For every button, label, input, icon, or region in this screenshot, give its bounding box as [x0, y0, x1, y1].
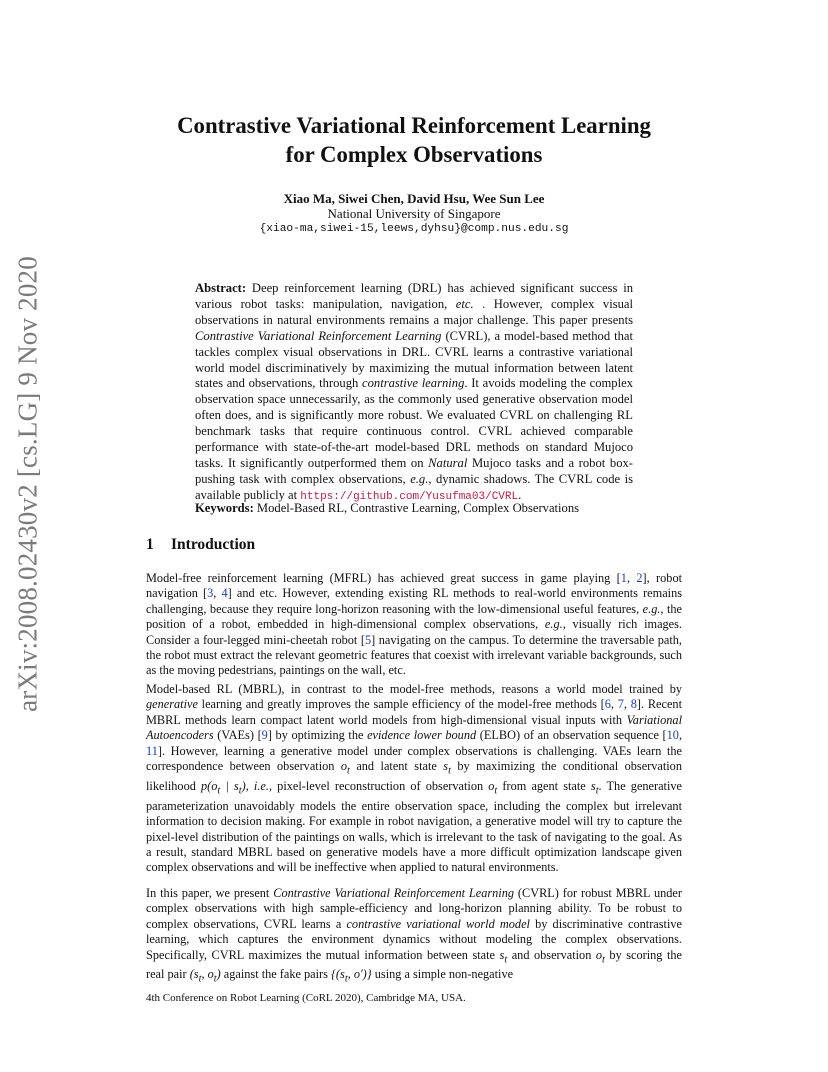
- abstract-label: Abstract:: [195, 281, 247, 295]
- arxiv-identifier: [8, 256, 48, 712]
- text: Model-free reinforcement learning (MFRL) has achieved great success in game playing [: [146, 571, 621, 585]
- keywords-text: Model-Based RL, Contrastive Learning, Complex Observations: [253, 501, 580, 515]
- text: , pixel-level reconstruction of observation: [268, 778, 489, 793]
- text: using a simple non-negative: [371, 967, 514, 982]
- text: by maximizing the conditional observation likelihood: [146, 759, 682, 793]
- text: ] by optimizing the: [267, 728, 368, 743]
- abstract-text: (CVRL), a model-based method that tackles complex visual observations in DRL. CVRL learns a contrastive variational world model discriminatively by maximizing the mutual information between latent states and observations, through: [195, 328, 633, 391]
- abstract-contrastive: contrastive learning: [362, 376, 465, 391]
- citation-link[interactable]: 5: [364, 632, 372, 647]
- text: Model-based RL (MBRL), in contrast to the model-free methods, reasons a world model trained by: [146, 682, 682, 696]
- citation-link[interactable]: 8: [630, 697, 637, 712]
- text: and observation: [507, 947, 596, 962]
- math-var: $s_t$: [499, 947, 508, 966]
- section-number: 1: [146, 536, 154, 553]
- arxiv-id-text: arXiv:2008.02430v2 [cs.LG] 9 Nov 2020: [12, 256, 43, 712]
- abstract-text: .: [518, 487, 522, 502]
- text: ] and etc. However, extending existing RL methods to real-world environments remains challenging, because they require long-horizon reasoning with the low-dimensional useful features,: [146, 586, 683, 616]
- text: (ELBO) of an observation sequence [: [476, 728, 667, 743]
- paragraph-1: [146, 571, 682, 679]
- citation-link[interactable]: 10: [666, 728, 679, 743]
- abstract-text: . It avoids modeling the complex observation space unnecessarily, as the commonly used generative observation model often does, and is significantly more robust. We evaluated CVRL on challenging RL benchmark tasks that require continuous control. CVRL achieved comparable performance with state-of-the-art model-based DRL methods on standard Mujoco tasks. It significantly outperformed them on: [195, 376, 633, 470]
- text: from agent state: [497, 778, 591, 793]
- abstract: [195, 281, 633, 506]
- text-italic: Variational Autoencoders: [146, 712, 682, 743]
- math-fake-pairs: {($s_t$, o′)}: [331, 967, 372, 985]
- math-pair: ($s_t$, $o_t$): [189, 967, 221, 985]
- abstract-natural: Natural: [428, 455, 468, 470]
- text: ], robot navigation [: [146, 571, 683, 601]
- math-likelihood: $p(o_t$ | $s_t$): [201, 778, 246, 797]
- text: ]. However, learning a generative model under complex observations is challenging. VAEs learn the correspondence between observation: [146, 743, 682, 774]
- authors: Xiao Ma, Siwei Chen, David Hsu, Wee Sun Lee: [283, 191, 545, 206]
- citation-link[interactable]: 6: [604, 697, 611, 712]
- citation-link[interactable]: 11: [146, 743, 158, 758]
- text: ,: [610, 697, 618, 712]
- abstract-method-name: Contrastive Variational Reinforcement Learning: [195, 328, 442, 343]
- abstract-text: Mujoco tasks and a robot box-pushing task with complex observations,: [195, 455, 633, 486]
- text: ,: [245, 778, 254, 793]
- text: ] navigating on the campus. To determine the traversable path, the robot must extract the relevant geometric features that coexist with irrelevant variable backgrounds, such as the moving pedestrians, paintings on the wall, etc.: [146, 632, 682, 678]
- paragraph-2: [146, 682, 682, 876]
- abstract-text: . However, complex visual observations in natural environments remains a major challenge. This paper presents: [195, 296, 633, 327]
- text-italic: Contrastive Variational Reinforcement Learning: [273, 886, 515, 900]
- text: ,: [678, 728, 683, 743]
- citation-link[interactable]: 7: [617, 697, 624, 712]
- text: and latent state: [349, 759, 444, 774]
- math-var: $s_t$: [590, 778, 599, 797]
- math-var: $o_t$: [595, 947, 605, 966]
- abstract-eg: e.g.: [410, 471, 429, 486]
- text: ]. Recent MBRL methods learn compact latent world models from high-dimensional visual inputs with: [146, 697, 682, 727]
- section-title: Introduction: [171, 536, 256, 553]
- text: by scoring the real pair: [146, 947, 682, 982]
- citation-link[interactable]: 1: [620, 571, 627, 585]
- text-italic: e.g.: [544, 617, 563, 632]
- paper-title: [120, 111, 708, 169]
- paragraph-3: [146, 886, 682, 987]
- math-var: $o_t$: [488, 778, 498, 797]
- abstract-etc: etc.: [455, 296, 474, 311]
- text-italic: contrastive variational world model: [346, 916, 530, 931]
- title-line-2: for Complex Observations: [285, 142, 543, 167]
- text: ,: [626, 571, 637, 585]
- citation-link[interactable]: 9: [261, 728, 268, 743]
- text: against the fake pairs: [220, 967, 332, 982]
- text: ,: [213, 586, 222, 601]
- abstract-text: , dynamic shadows. The CVRL code is available publicly at: [195, 471, 633, 502]
- text-italic: generative: [146, 697, 198, 712]
- title-line-1: Contrastive Variational Reinforcement Learning: [177, 113, 651, 138]
- affiliation: National University of Singapore: [327, 206, 501, 221]
- text: ,: [623, 697, 631, 712]
- text: learning and greatly improves the sample efficiency of the model-free methods [: [197, 697, 605, 712]
- text: by discriminative contrastive learning, which captures the environment dynamics without modeling the complex observations. Specifically, CVRL maximizes the mutual information between state: [146, 916, 682, 962]
- abstract-text: Deep reinforcement learning (DRL) has achieved significant success in various robot tasks: manipulation, navigation,: [195, 281, 633, 311]
- text-italic: i.e.: [253, 778, 269, 793]
- text: (VAEs) [: [213, 728, 262, 743]
- text: In this paper, we present: [146, 886, 274, 900]
- citation-link[interactable]: 4: [221, 586, 228, 601]
- text: , the position of a robot, embedded in high-dimensional complex observations,: [146, 601, 683, 632]
- keywords-label: Keywords:: [195, 501, 254, 515]
- text-italic: evidence lower bound: [367, 728, 477, 743]
- text: , visually rich images. Consider a four-legged mini-cheetah robot [: [146, 617, 682, 647]
- citation-link[interactable]: 3: [207, 586, 214, 601]
- text-italic: e.g.: [642, 601, 661, 616]
- keywords: [195, 500, 633, 516]
- section-heading: [146, 536, 255, 554]
- author-emails: {xiao-ma,siwei-15,leews,dyhsu}@comp.nus.edu.sg: [259, 223, 569, 235]
- math-var: $o_t$: [340, 759, 350, 777]
- citation-link[interactable]: 2: [636, 571, 643, 585]
- math-var: $s_t$: [443, 759, 451, 777]
- text: . The generative parameterization unavoidably models the entire observation space, including the complex but irrelevant information to decision making. For example in robot navigation, a generative model will try to capture the pixel-level distribution of the paintings on walls, which is irrelevant to the task of navigating to the goal. As a result, standard MBRL based on generative models have a more difficult optimization landscape given complex observations and will be ineffective when applied to natural environments.: [146, 778, 682, 875]
- conference-footer: 4th Conference on Robot Learning (CoRL 2020), Cambridge MA, USA.: [146, 992, 466, 1004]
- code-url-link[interactable]: https://github.com/Yusufma03/CVRL: [300, 490, 519, 503]
- text: (CVRL) for robust MBRL under complex observations with high sample-efficiency and long-horizon planning ability. To be robust to complex observations, CVRL learns a: [146, 886, 682, 931]
